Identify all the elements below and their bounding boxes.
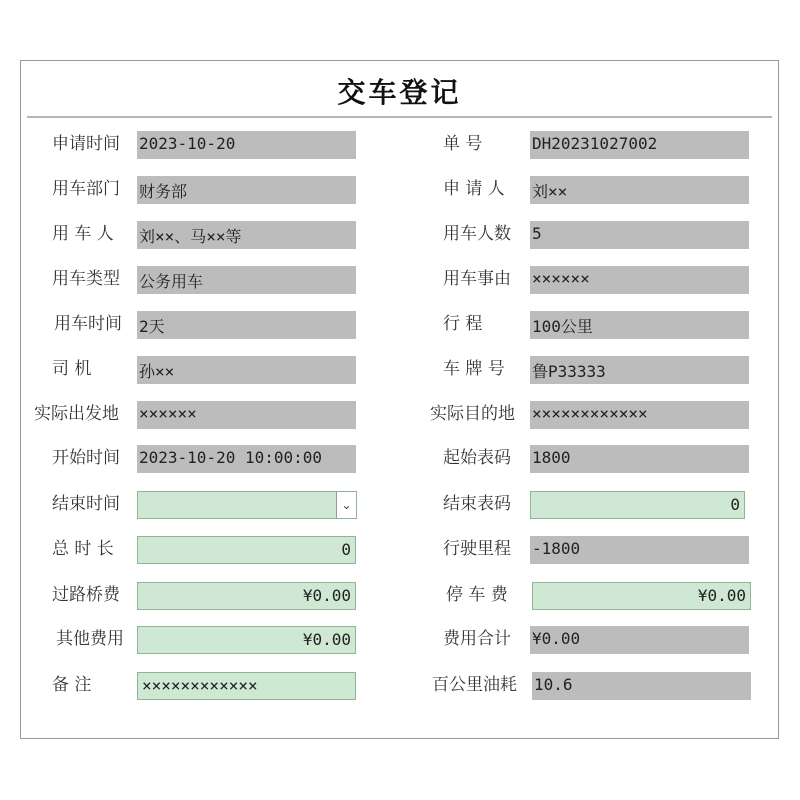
- label-other-fees: 其他费用: [56, 629, 124, 649]
- label-vehicle-user: 用 车 人: [52, 224, 114, 244]
- form-title: 交车登记: [337, 76, 462, 109]
- driver-value: 孙××: [137, 356, 356, 384]
- label-total-cost: 费用合计: [443, 629, 511, 649]
- label-usage-duration: 用车时间: [54, 314, 122, 334]
- passenger-count-value: 5: [530, 221, 749, 249]
- label-start-odometer: 起始表码: [443, 448, 511, 468]
- usage-reason-value: ××××××: [530, 266, 749, 294]
- parking-fee-input[interactable]: ¥0.00: [532, 582, 751, 610]
- label-fuel-per-100km: 百公里油耗: [432, 675, 517, 695]
- applicant-value: 刘××: [530, 176, 749, 204]
- label-distance: 行 程: [443, 314, 483, 334]
- label-applicant: 申 请 人: [443, 179, 505, 199]
- label-toll-fee: 过路桥费: [52, 585, 120, 605]
- start-odometer-value: 1800: [530, 445, 749, 473]
- label-end-odometer: 结束表码: [443, 494, 511, 514]
- chevron-down-icon[interactable]: ⌄: [336, 492, 356, 518]
- end-odometer-input[interactable]: 0: [530, 491, 745, 519]
- label-remarks: 备 注: [52, 675, 92, 695]
- distance-value: 100公里: [530, 311, 749, 339]
- fuel-per-100km-value: 10.6: [532, 672, 751, 700]
- mileage-value: -1800: [530, 536, 749, 564]
- apply-time-value: 2023-10-20: [137, 131, 356, 159]
- label-driver: 司 机: [52, 359, 92, 379]
- label-end-time: 结束时间: [52, 494, 120, 514]
- start-time-value: 2023-10-20 10:00:00: [137, 445, 356, 473]
- total-cost-value: ¥0.00: [530, 626, 749, 654]
- remarks-input[interactable]: ××××××××××××: [137, 672, 356, 700]
- label-actual-destination: 实际目的地: [430, 404, 515, 424]
- label-usage-reason: 用车事由: [443, 269, 511, 289]
- title-divider: [27, 116, 772, 118]
- label-order-number: 单 号: [443, 134, 483, 154]
- actual-departure-value: ××××××: [137, 401, 356, 429]
- department-value: 财务部: [137, 176, 356, 204]
- label-plate-number: 车 牌 号: [443, 359, 505, 379]
- label-parking-fee: 停 车 费: [446, 585, 508, 605]
- vehicle-type-value: 公务用车: [137, 266, 356, 294]
- vehicle-user-value: 刘××、马××等: [137, 221, 356, 249]
- label-total-duration: 总 时 长: [52, 539, 114, 559]
- label-apply-time: 申请时间: [52, 134, 120, 154]
- label-actual-departure: 实际出发地: [34, 404, 119, 424]
- usage-duration-value: 2天: [137, 311, 356, 339]
- end-time-input[interactable]: [137, 491, 357, 519]
- label-department: 用车部门: [52, 179, 120, 199]
- total-duration-input[interactable]: 0: [137, 536, 356, 564]
- label-vehicle-type: 用车类型: [52, 269, 120, 289]
- label-start-time: 开始时间: [52, 448, 120, 468]
- actual-destination-value: ××××××××××××: [530, 401, 749, 429]
- order-number-value: DH20231027002: [530, 131, 749, 159]
- label-mileage: 行驶里程: [443, 539, 511, 559]
- other-fees-input[interactable]: ¥0.00: [137, 626, 356, 654]
- plate-number-value: 鲁P33333: [530, 356, 749, 384]
- toll-fee-input[interactable]: ¥0.00: [137, 582, 356, 610]
- label-passenger-count: 用车人数: [443, 224, 511, 244]
